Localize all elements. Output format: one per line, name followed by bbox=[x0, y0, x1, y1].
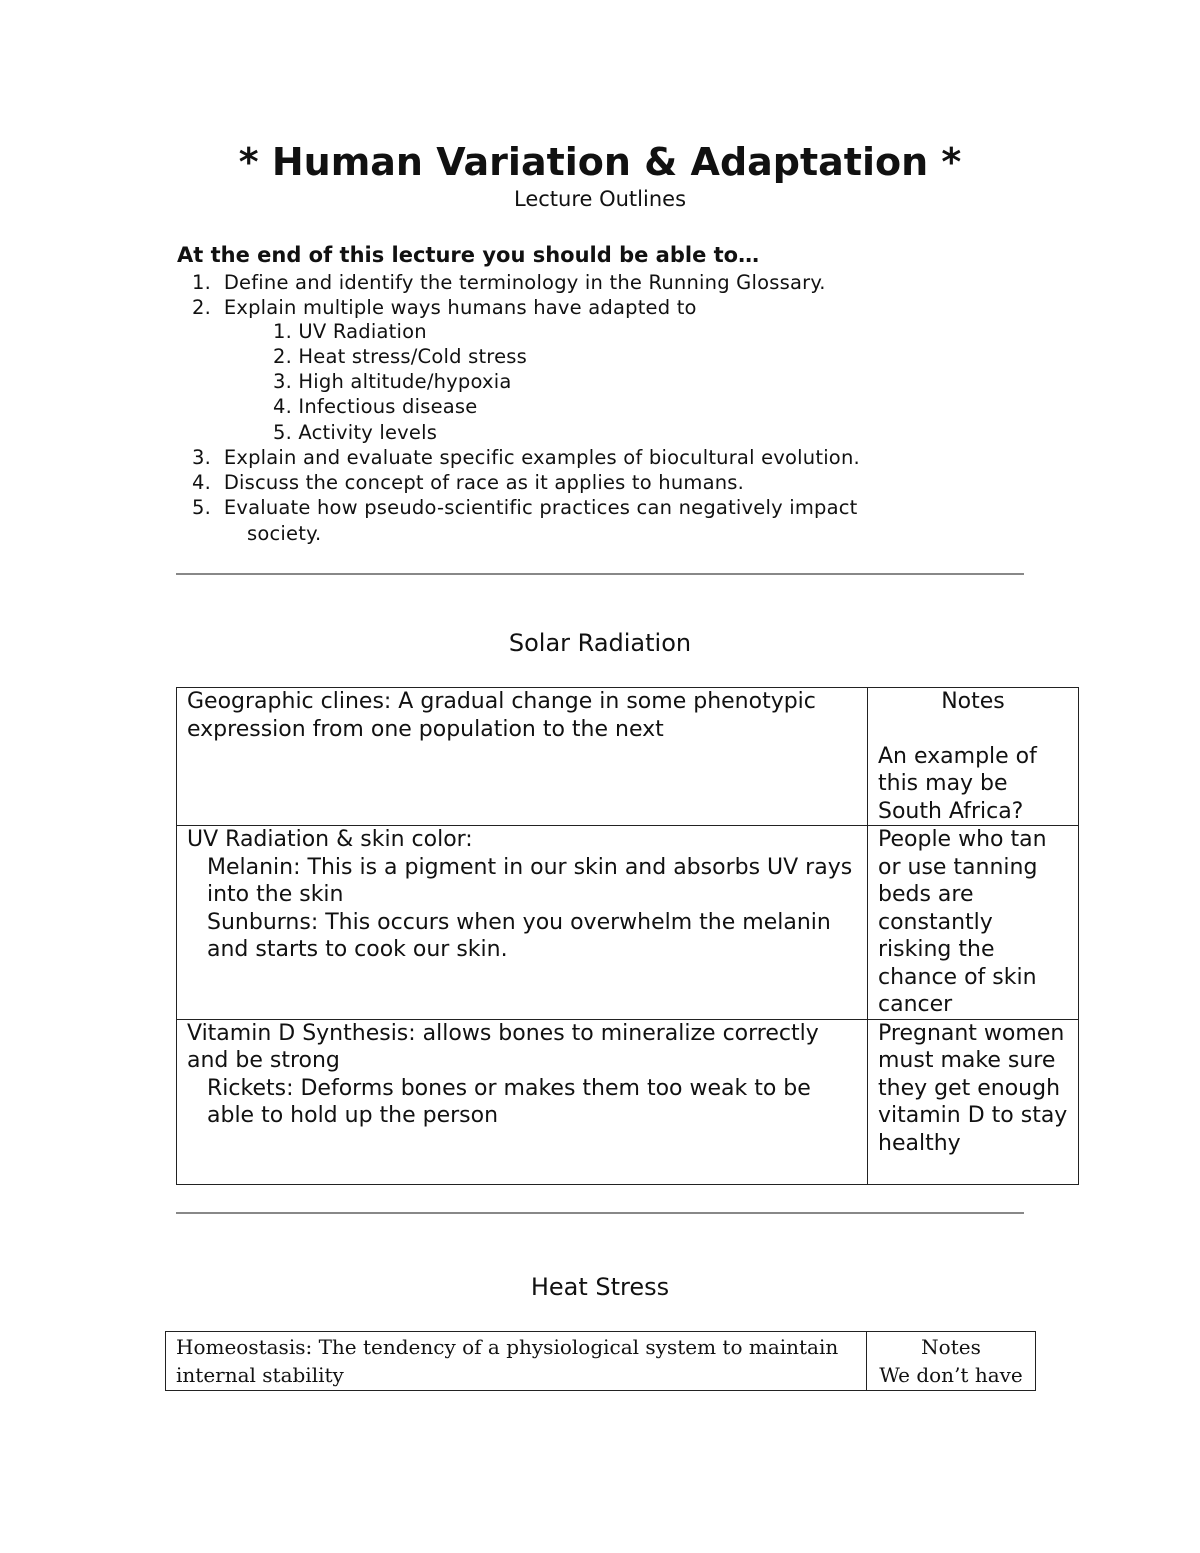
table-cell bbox=[166, 1332, 867, 1391]
subitem-text: Activity levels bbox=[298, 421, 438, 444]
subitem-text: High altitude/hypoxia bbox=[298, 370, 512, 393]
objective-item-5: 5. Evaluate how pseudo-scientific practices can negatively impact bbox=[191, 496, 858, 519]
cell-text-span: Rickets: Deforms bones or makes them too weak to be able to hold up the person bbox=[207, 1075, 811, 1128]
objective-subitem-5: 5. Activity levels bbox=[272, 421, 438, 444]
objective-text: Explain and evaluate specific examples of biocultural evolution. bbox=[223, 446, 860, 469]
notes-cell bbox=[868, 826, 1079, 1020]
objective-item-3: 3. Explain and evaluate specific examples of biocultural evolution. bbox=[191, 446, 860, 469]
objective-text: Discuss the concept of race as it applies to humans. bbox=[223, 471, 745, 494]
table-row bbox=[177, 1019, 1079, 1184]
notes-text: We don’t have bbox=[879, 1363, 1023, 1387]
section-divider bbox=[176, 573, 1024, 575]
cell-text bbox=[187, 909, 857, 964]
cell-text bbox=[187, 854, 857, 909]
cell-text-span: Sunburns: This occurs when you overwhelm the melanin and starts to cook our skin. bbox=[207, 909, 831, 962]
objectives-heading: At the end of this lecture you should be able to… bbox=[177, 243, 760, 267]
cell-text bbox=[187, 1075, 857, 1130]
section-divider bbox=[176, 1212, 1024, 1214]
cell-text: Vitamin D Synthesis: allows bones to mineralize correctly and be strong bbox=[187, 1020, 819, 1073]
solar-radiation-heading: Solar Radiation bbox=[508, 629, 692, 657]
objective-text: Define and identify the terminology in the Running Glossary. bbox=[223, 271, 826, 294]
notes-text: An example of this may be South Africa? bbox=[878, 743, 1037, 824]
objective-subitem-2: 2. Heat stress/Cold stress bbox=[272, 345, 527, 368]
cell-text-span: Melanin: This is a pigment in our skin and absorbs UV rays into the skin bbox=[207, 854, 853, 907]
notes-text: Pregnant women must make sure they get enough vitamin D to stay healthy bbox=[878, 1020, 1068, 1156]
notes-label: Notes bbox=[941, 689, 1005, 714]
table-row bbox=[177, 826, 1079, 1020]
table-cell bbox=[177, 1019, 868, 1184]
objective-subitem-3: 3. High altitude/hypoxia bbox=[272, 370, 512, 393]
solar-radiation-table bbox=[176, 687, 1079, 1185]
subitem-text: Heat stress/Cold stress bbox=[298, 345, 527, 368]
objective-text: Explain multiple ways humans have adapted to bbox=[223, 296, 697, 319]
document-title: * Human Variation & Adaptation * bbox=[238, 140, 962, 184]
heat-stress-table bbox=[165, 1331, 1036, 1391]
heat-stress-heading: Heat Stress bbox=[530, 1273, 670, 1301]
table-row bbox=[166, 1332, 1036, 1391]
objective-subitem-1: 1. UV Radiation bbox=[272, 320, 427, 343]
objective-text: Evaluate how pseudo-scientific practices can negatively impact bbox=[223, 496, 858, 519]
subitem-text: Infectious disease bbox=[298, 395, 478, 418]
table-cell bbox=[177, 688, 868, 826]
table-cell bbox=[177, 826, 868, 1020]
notes-label: Notes bbox=[921, 1335, 981, 1359]
objective-item-2: 2. Explain multiple ways humans have adapted to bbox=[191, 296, 697, 319]
document-subtitle: Lecture Outlines bbox=[513, 187, 687, 211]
notes-cell bbox=[868, 1019, 1079, 1184]
notes-text: People who tan or use tanning beds are constantly risking the chance of skin cancer bbox=[878, 827, 1047, 1017]
cell-text: Homeostasis: The tendency of a physiological system to maintain internal stability bbox=[176, 1335, 839, 1387]
table-row bbox=[177, 688, 1079, 826]
objective-item-4: 4. Discuss the concept of race as it applies to humans. bbox=[191, 471, 745, 494]
objective-item-1: 1. Define and identify the terminology in the Running Glossary. bbox=[191, 271, 826, 294]
objective-item-5-continued: society. bbox=[247, 522, 322, 545]
cell-text: UV Radiation & skin color: bbox=[187, 827, 473, 852]
notes-cell bbox=[868, 688, 1079, 826]
cell-text: Geographic clines: A gradual change in some phenotypic expression from one population to the next bbox=[187, 689, 816, 742]
objective-subitem-4: 4. Infectious disease bbox=[272, 395, 478, 418]
subitem-text: UV Radiation bbox=[298, 320, 427, 343]
notes-cell bbox=[867, 1332, 1036, 1391]
